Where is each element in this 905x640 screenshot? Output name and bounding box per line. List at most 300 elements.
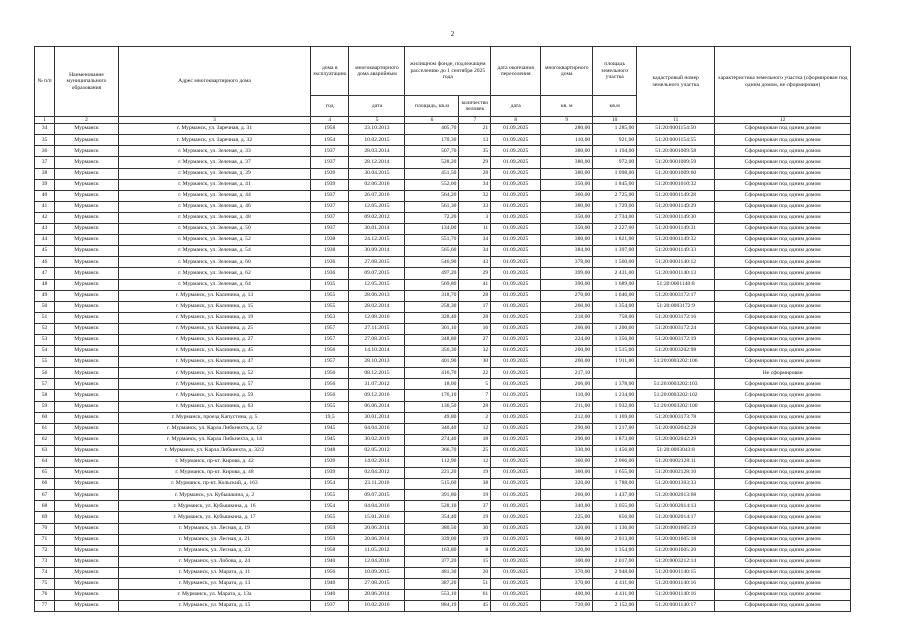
year-built-cell: 1939 (311, 457, 349, 468)
land-area-cell: 1 821,00 (593, 235, 637, 246)
cadastral-number-cell: 51:20:0001154:55 (637, 135, 715, 146)
deadline-cell: 01.09.2025 (491, 212, 541, 223)
row-number: 75 (35, 579, 55, 590)
land-area-cell: 1 169,00 (593, 412, 637, 423)
row-number: 38 (35, 168, 55, 179)
emergency-date-cell: 28.10.2013 (349, 357, 405, 368)
cadastral-number-cell: 51:20:0002128:10 (637, 468, 715, 479)
table-row (35, 157, 851, 168)
municipality-cell: Мурманск (55, 368, 119, 379)
land-status-cell: Сформирован под одним домом (715, 412, 851, 423)
col-header-land-char: характеристика земельного участка (сформирован под одним домом, не сформирован) (715, 47, 851, 117)
row-number: 65 (35, 468, 55, 479)
land-status-cell: Не сформирован (715, 368, 851, 379)
municipality-cell: Мурманск (55, 290, 119, 301)
year-built-cell: 1937 (311, 212, 349, 223)
housing-area-cell: 366,70 (405, 445, 459, 456)
emergency-date-cell: 02.06.2016 (349, 179, 405, 190)
housing-area-cell: 49,80 (405, 412, 459, 423)
municipality-cell: Мурманск (55, 556, 119, 567)
municipality-cell: Мурманск (55, 390, 119, 401)
people-count-cell: 29 (459, 268, 491, 279)
people-count-cell: 32 (459, 190, 491, 201)
housing-area-cell: 339,00 (405, 534, 459, 545)
people-count-cell: 21 (459, 124, 491, 135)
building-area-cell: 212,00 (541, 412, 593, 423)
land-area-cell: 1 136,00 (593, 523, 637, 534)
people-count-cell: 27 (459, 334, 491, 345)
row-number: 37 (35, 157, 55, 168)
housing-area-cell: 163,80 (405, 545, 459, 556)
sub-header-sqm2: кв.м (593, 96, 637, 117)
year-built-cell: 1956 (311, 346, 349, 357)
cadastral-number-cell: 51:20:0003202:106 (637, 357, 715, 368)
deadline-cell: 01.09.2025 (491, 157, 541, 168)
year-built-cell: 1958 (311, 124, 349, 135)
deadline-cell: 01.09.2025 (491, 168, 541, 179)
emergency-date-cell: 20.06.2014 (349, 590, 405, 601)
col-number: 9 (541, 117, 593, 124)
building-area-cell: 330,00 (541, 445, 593, 456)
emergency-date-cell: 28.06.2013 (349, 290, 405, 301)
building-area-cell: 380,00 (541, 201, 593, 212)
table-body (35, 124, 851, 612)
land-area-cell: 1 194,00 (593, 146, 637, 157)
cadastral-number-cell: 51:20:0001140:17 (637, 601, 715, 612)
year-built-cell: 1954 (311, 501, 349, 512)
year-built-cell: 1959 (311, 534, 349, 545)
land-area-cell: 1 560,00 (593, 257, 637, 268)
year-built-cell: 1937 (311, 157, 349, 168)
year-built-cell: 1957 (311, 323, 349, 334)
address-cell: г. Мурманск, ул. Зеленая, д. 52 (119, 235, 311, 246)
year-built-cell: 1937 (311, 201, 349, 212)
emergency-date-cell: 04.04.2016 (349, 501, 405, 512)
deadline-cell: 01.09.2025 (491, 179, 541, 190)
people-count-cell: 35 (459, 146, 491, 157)
address-cell: г. Мурманск, пр-кт. Кирова, д. 42 (119, 457, 311, 468)
cadastral-number-cell: 51:20:0001605:18 (637, 534, 715, 545)
land-status-cell: Сформирован под одним домом (715, 567, 851, 578)
row-number: 62 (35, 434, 55, 445)
land-area-cell: 1 729,00 (593, 201, 637, 212)
housing-area-cell: 565,60 (405, 246, 459, 257)
row-number: 48 (35, 279, 55, 290)
col-header-n: № п/п (35, 47, 55, 117)
municipality-cell: Мурманск (55, 268, 119, 279)
emergency-date-cell: 04.04.2016 (349, 423, 405, 434)
row-number: 61 (35, 423, 55, 434)
land-area-cell: 1 285,00 (593, 124, 637, 135)
emergency-date-cell: 02.04.2012 (349, 468, 405, 479)
deadline-cell: 01.09.2025 (491, 490, 541, 501)
address-cell: г. Мурманск, ул. Калинина, д. 52 (119, 368, 311, 379)
housing-area-cell: 401,90 (405, 357, 459, 368)
year-built-cell: 1956 (311, 379, 349, 390)
land-status-cell: Сформирован под одним домом (715, 401, 851, 412)
address-cell: г. Мурманск, пр-кт. Кирова, д. 48 (119, 468, 311, 479)
table-row (35, 523, 851, 534)
housing-area-cell: 391,80 (405, 490, 459, 501)
address-cell: г. Мурманск, ул. Калинина, д. 45 (119, 346, 311, 357)
people-count-cell: 19 (459, 468, 491, 479)
row-number: 43 (35, 224, 55, 235)
deadline-cell: 01.09.2025 (491, 590, 541, 601)
year-built-cell: 1954 (311, 135, 349, 146)
building-area-cell: 217,10 (541, 368, 593, 379)
housing-area-cell: 340,40 (405, 423, 459, 434)
cadastral-number-cell: 51:20:0002128:11 (637, 457, 715, 468)
address-cell: г. Мурманск, ул. Лесная, д. 19 (119, 523, 311, 534)
building-area-cell: 110,00 (541, 390, 593, 401)
municipality-cell: Мурманск (55, 201, 119, 212)
column-number-row (35, 117, 851, 124)
col-header-address: Адрес многоквартирного дома (119, 47, 311, 117)
row-number: 49 (35, 290, 55, 301)
row-number: 40 (35, 190, 55, 201)
year-built-cell: 1959 (311, 523, 349, 534)
table-row (35, 590, 851, 601)
land-status-cell: Сформирован под одним домом (715, 545, 851, 556)
land-area-cell: 1 788,00 (593, 479, 637, 490)
row-number: 70 (35, 523, 55, 534)
emergency-date-cell: 26.07.2016 (349, 190, 405, 201)
building-area-cell: 260,00 (541, 301, 593, 312)
land-area-cell (593, 368, 637, 379)
row-number: 69 (35, 512, 55, 523)
row-number: 66 (35, 479, 55, 490)
building-area-cell: 280,00 (541, 124, 593, 135)
land-status-cell: Сформирован под одним домом (715, 457, 851, 468)
cadastral-number-cell: 51:20:0001009:60 (637, 168, 715, 179)
cadastral-number-cell: 51:20:0001149:29 (637, 201, 715, 212)
housing-area-cell: 356,30 (405, 346, 459, 357)
people-count-cell: 2 (459, 412, 491, 423)
municipality-cell: Мурманск (55, 567, 119, 578)
emergency-date-cell: 27.08.2015 (349, 579, 405, 590)
address-cell: г. Мурманск, ул. Калинина, д. 25 (119, 323, 311, 334)
table-row (35, 135, 851, 146)
cadastral-number-cell: 51:20:0001140:15 (637, 567, 715, 578)
table-row (35, 534, 851, 545)
emergency-date-cell: 30.01.2014 (349, 412, 405, 423)
land-area-cell: 1 911,00 (593, 357, 637, 368)
address-cell: г. Мурманск, проезд Капустина, д. 5 (119, 412, 311, 423)
people-count-cell: 38 (459, 479, 491, 490)
land-status-cell: Сформирован под одним домом (715, 268, 851, 279)
address-cell: г. Мурманск, ул. Зеленая, д. 50 (119, 224, 311, 235)
row-number: 76 (35, 590, 55, 601)
row-number: 68 (35, 501, 55, 512)
address-cell: г. Мурманск, ул. Заречная, д. 32 (119, 135, 311, 146)
table-row (35, 379, 851, 390)
address-cell: г. Мурманск, ул. Зеленая, д. 39 (119, 168, 311, 179)
housing-area-cell: 528,10 (405, 501, 459, 512)
emergency-date-cell: 27.08.2015 (349, 257, 405, 268)
sub-header-area: площадь, кв.м (405, 96, 459, 117)
municipality-cell: Мурманск (55, 590, 119, 601)
deadline-cell: 01.09.2025 (491, 224, 541, 235)
year-built-cell: 1955 (311, 512, 349, 523)
building-area-cell: 600,00 (541, 534, 593, 545)
emergency-date-cell: 09.02.2012 (349, 212, 405, 223)
row-number: 47 (35, 268, 55, 279)
municipality-cell: Мурманск (55, 423, 119, 434)
people-count-cell: 7 (459, 390, 491, 401)
cadastral-number-cell: 51:20:0001149:28 (637, 190, 715, 201)
people-count-cell: 34 (459, 179, 491, 190)
land-area-cell: 2 066,00 (593, 457, 637, 468)
year-built-cell: 1935 (311, 279, 349, 290)
municipality-cell: Мурманск (55, 157, 119, 168)
col-number: 6 (405, 117, 459, 124)
address-cell: г. Мурманск, ул. Карла Либкнехта, д. 14 (119, 434, 311, 445)
people-count-cell: 28 (459, 312, 491, 323)
municipality-cell: Мурманск (55, 523, 119, 534)
municipality-cell: Мурманск (55, 479, 119, 490)
land-status-cell: Сформирован под одним домом (715, 357, 851, 368)
deadline-cell: 01.09.2025 (491, 390, 541, 401)
municipality-cell: Мурманск (55, 179, 119, 190)
row-number: 35 (35, 135, 55, 146)
cadastral-number-cell: 51:20:0001149:32 (637, 235, 715, 246)
table-row (35, 368, 851, 379)
housing-area-cell: 274,40 (405, 434, 459, 445)
people-count-cell: 15 (459, 556, 491, 567)
building-area-cell: 290,00 (541, 423, 593, 434)
emergency-date-cell: 09.07.2015 (349, 490, 405, 501)
year-built-cell: 1948 (311, 445, 349, 456)
cadastral-number-cell: 51:20:0001140:8 (637, 279, 715, 290)
cadastral-number-cell: 51:20:0001009:58 (637, 146, 715, 157)
row-number: 63 (35, 445, 55, 456)
people-count-cell: 61 (459, 590, 491, 601)
land-area-cell: 2 013,00 (593, 534, 637, 545)
table-row (35, 146, 851, 157)
row-number: 46 (35, 257, 55, 268)
deadline-cell: 01.09.2025 (491, 479, 541, 490)
people-count-cell: 28 (459, 168, 491, 179)
land-status-cell: Сформирован под одним домом (715, 301, 851, 312)
deadline-cell: 01.09.2025 (491, 124, 541, 135)
people-count-cell: 19 (459, 534, 491, 545)
land-status-cell: Сформирован под одним домом (715, 479, 851, 490)
housing-area-cell: 72,20 (405, 212, 459, 223)
building-area-cell: 370,00 (541, 567, 593, 578)
address-cell: г. Мурманск, пр-кт. Кольский, д. 163 (119, 479, 311, 490)
people-count-cell: 19 (459, 490, 491, 501)
deadline-cell: 01.09.2025 (491, 290, 541, 301)
emergency-date-cell: 30.09.2014 (349, 246, 405, 257)
municipality-cell: Мурманск (55, 468, 119, 479)
deadline-cell: 01.09.2025 (491, 235, 541, 246)
emergency-date-cell: 28.02.2014 (349, 301, 405, 312)
people-count-cell: 51 (459, 579, 491, 590)
people-count-cell: 41 (459, 279, 491, 290)
land-status-cell: Сформирован под одним домом (715, 257, 851, 268)
col-number: 12 (715, 117, 851, 124)
housing-area-cell: 136,50 (405, 401, 459, 412)
deadline-cell: 01.09.2025 (491, 323, 541, 334)
deadline-cell: 01.09.2025 (491, 301, 541, 312)
building-area-cell: 399,00 (541, 268, 593, 279)
people-count-cell: 12 (459, 457, 491, 468)
emergency-date-cell: 14.02.2014 (349, 457, 405, 468)
land-status-cell: Сформирован под одним домом (715, 590, 851, 601)
address-cell: г. Мурманск, ул. Лесная, д. 23 (119, 545, 311, 556)
land-area-cell: 1 437,00 (593, 490, 637, 501)
people-count-cell: 32 (459, 346, 491, 357)
table-row (35, 279, 851, 290)
table-row (35, 246, 851, 257)
sub-header-year: год (311, 96, 349, 117)
cadastral-number-cell: 51:20:0003043:8 (637, 445, 715, 456)
cadastral-number-cell: 51:20:0002042:29 (637, 434, 715, 445)
building-area-cell: 340,00 (541, 501, 593, 512)
year-built-cell: 1940 (311, 590, 349, 601)
sub-header-sqm: кв. м (541, 96, 593, 117)
emergency-date-cell: 10.09.2015 (349, 567, 405, 578)
cadastral-number-cell: 51:20:0003172:16 (637, 312, 715, 323)
emergency-date-cell: 12.04.2016 (349, 556, 405, 567)
table-row (35, 579, 851, 590)
table-row (35, 401, 851, 412)
building-area-cell: 380,00 (541, 235, 593, 246)
municipality-cell: Мурманск (55, 445, 119, 456)
emergency-date-cell: 14.10.2014 (349, 346, 405, 357)
building-area-cell: 380,00 (541, 168, 593, 179)
building-area-cell: 260,00 (541, 357, 593, 368)
row-number: 57 (35, 379, 55, 390)
row-number: 59 (35, 401, 55, 412)
address-cell: г. Мурманск, ул. Кубышкина, д. 16 (119, 501, 311, 512)
cadastral-number-cell: 51:20:0001154:50 (637, 124, 715, 135)
deadline-cell: 01.09.2025 (491, 534, 541, 545)
building-area-cell: 260,00 (541, 323, 593, 334)
col-header-cadastral: кадастровый номер земельного участка (637, 47, 715, 117)
land-status-cell: Сформирован под одним домом (715, 235, 851, 246)
col-header-land-area: площадь земельного участка (593, 47, 637, 96)
cadastral-number-cell: 51:20:0002013:68 (637, 490, 715, 501)
address-cell: г. Мурманск, ул. Зеленая, д. 41 (119, 179, 311, 190)
land-area-cell: 1 354,00 (593, 301, 637, 312)
housing-area-cell: 387,20 (405, 579, 459, 590)
year-built-cell: 1939 (311, 468, 349, 479)
people-count-cell: 30 (459, 357, 491, 368)
land-area-cell: 1 356,00 (593, 334, 637, 345)
col-number: 8 (491, 117, 541, 124)
deadline-cell: 01.09.2025 (491, 434, 541, 445)
col-number: 11 (637, 117, 715, 124)
row-number: 34 (35, 124, 55, 135)
municipality-cell: Мурманск (55, 224, 119, 235)
land-area-cell: 1 397,00 (593, 246, 637, 257)
cadastral-number-cell: 51:20:0002014:17 (637, 512, 715, 523)
building-area-cell: 380,00 (541, 157, 593, 168)
address-cell: г. Мурманск, ул. Зеленая, д. 37 (119, 157, 311, 168)
col-header-deadline: дата окончания переселения (491, 47, 541, 96)
year-built-cell: 1937 (311, 146, 349, 157)
housing-area-cell: 481,30 (405, 567, 459, 578)
land-status-cell: Сформирован под одним домом (715, 534, 851, 545)
row-number: 36 (35, 146, 55, 157)
address-cell: г. Мурманск, ул. Калинина, д. 57 (119, 379, 311, 390)
housing-area-cell: 507,70 (405, 146, 459, 157)
year-built-cell: 1954 (311, 479, 349, 490)
emergency-date-cell: 02.05.2012 (349, 445, 405, 456)
land-status-cell: Сформирован под одним домом (715, 556, 851, 567)
deadline-cell: 01.09.2025 (491, 312, 541, 323)
housing-area-cell: 416,70 (405, 368, 459, 379)
cadastral-number-cell: 51:20:0001149:30 (637, 212, 715, 223)
land-area-cell: 2 431,00 (593, 268, 637, 279)
address-cell: г. Мурманск, ул. Калинина, д. 63 (119, 401, 311, 412)
municipality-cell: Мурманск (55, 412, 119, 423)
table-row (35, 434, 851, 445)
land-area-cell: 2 734,00 (593, 212, 637, 223)
year-built-cell: 1953 (311, 312, 349, 323)
emergency-date-cell: 08.12.2015 (349, 368, 405, 379)
row-number: 72 (35, 545, 55, 556)
housing-area-cell: 18,00 (405, 379, 459, 390)
building-area-cell: 384,00 (541, 246, 593, 257)
land-status-cell: Сформирован под одним домом (715, 390, 851, 401)
people-count-cell: 34 (459, 235, 491, 246)
people-count-cell: 18 (459, 434, 491, 445)
emergency-date-cell: 30.01.2014 (349, 224, 405, 235)
cadastral-number-cell: 51:20:0003212:14 (637, 556, 715, 567)
year-built-cell: 1945 (311, 423, 349, 434)
municipality-cell: Мурманск (55, 124, 119, 135)
emergency-date-cell: 12.05.2015 (349, 279, 405, 290)
address-cell: г. Мурманск, ул. Калинина, д. 59 (119, 390, 311, 401)
building-area-cell: 206,00 (541, 379, 593, 390)
land-area-cell: 972,00 (593, 157, 637, 168)
table-row (35, 312, 851, 323)
deadline-cell: 01.09.2025 (491, 190, 541, 201)
table-row (35, 179, 851, 190)
municipality-cell: Мурманск (55, 490, 119, 501)
municipality-cell: Мурманск (55, 545, 119, 556)
building-area-cell: 300,00 (541, 556, 593, 567)
row-number: 55 (35, 357, 55, 368)
deadline-cell: 01.09.2025 (491, 279, 541, 290)
table-row (35, 212, 851, 223)
municipality-cell: Мурманск (55, 334, 119, 345)
sub-header-date: дата (349, 96, 405, 117)
land-status-cell: Сформирован под одним домом (715, 179, 851, 190)
year-built-cell: 1938 (311, 235, 349, 246)
table-row (35, 390, 851, 401)
table-row (35, 468, 851, 479)
cadastral-number-cell: 51:20:0001010:32 (637, 179, 715, 190)
housing-area-cell: 170,30 (405, 135, 459, 146)
year-built-cell: 1938 (311, 246, 349, 257)
land-area-cell: 4 411,00 (593, 590, 637, 601)
people-count-cell: 12 (459, 423, 491, 434)
building-area-cell: 360,00 (541, 190, 593, 201)
address-cell: г. Мурманск, ул. Зеленая, д. 46 (119, 201, 311, 212)
col-header-municipality: Наименование муниципального образования (55, 47, 119, 117)
land-area-cell: 1 098,00 (593, 168, 637, 179)
housing-area-cell: 564,20 (405, 190, 459, 201)
land-status-cell: Сформирован под одним домом (715, 201, 851, 212)
land-status-cell: Сформирован под одним домом (715, 190, 851, 201)
table-row (35, 235, 851, 246)
emergency-date-cell: 31.07.2012 (349, 379, 405, 390)
municipality-cell: Мурманск (55, 301, 119, 312)
table-row (35, 124, 851, 135)
